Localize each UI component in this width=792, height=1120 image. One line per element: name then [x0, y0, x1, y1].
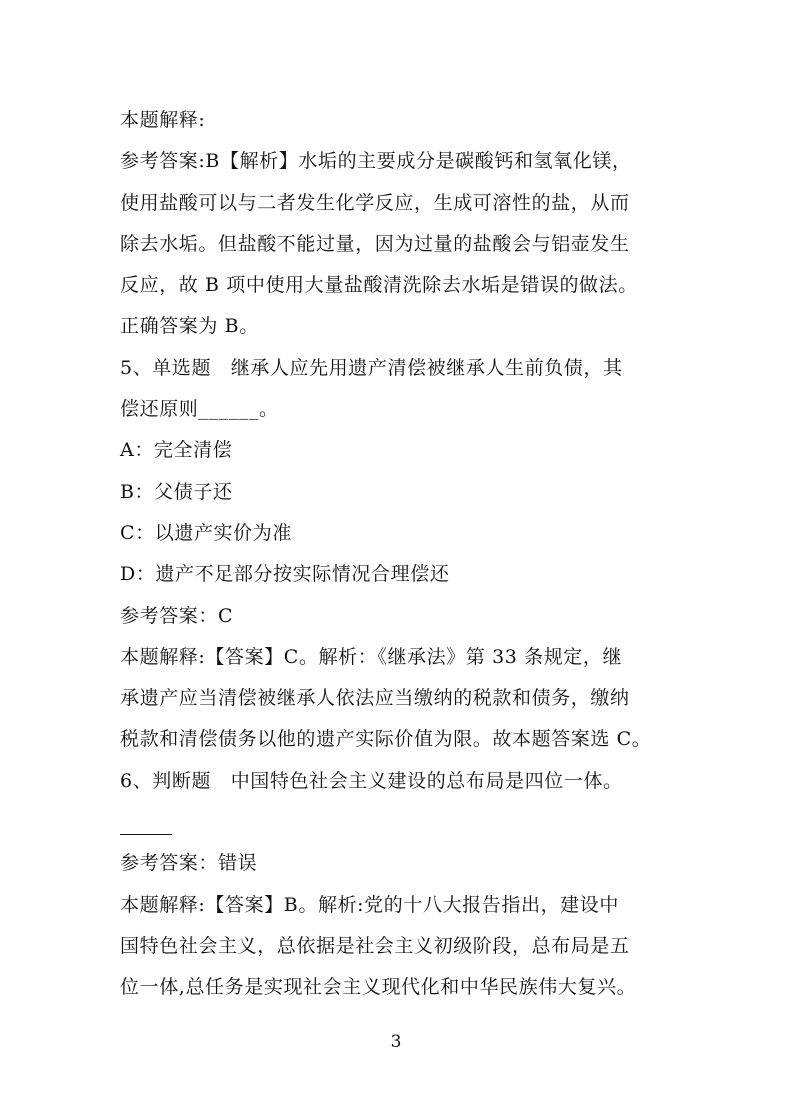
option-b: B：父债子还: [120, 480, 233, 503]
answer-blank-underline: [120, 834, 172, 835]
option-a: A：完全清偿: [120, 439, 233, 462]
explanation-line: 位一体,总任务是实现社会主义现代化和中华民族伟大复兴。: [120, 976, 637, 999]
explanation-line: 承遗产应当清偿被继承人依法应当缴纳的税款和债务，缴纳: [120, 687, 630, 710]
answer-text-line: 正确答案为 B。: [120, 315, 259, 338]
page-number: 3: [390, 1032, 402, 1052]
explanation-line: 本题解释:【答案】C。解析：《继承法》第 33 条规定，继: [120, 645, 623, 668]
question-5-stem: 偿还原则______。: [120, 398, 279, 421]
answer-text-line: 使用盐酸可以与二者发生化学反应，生成可溶性的盐，从而: [120, 191, 630, 214]
option-d: D：遗产不足部分按实际情况合理偿还: [120, 563, 450, 586]
option-c: C：以遗产实价为准: [120, 521, 292, 544]
explanation-line: 本题解释:【答案】B。解析:党的十八大报告指出，建设中: [120, 893, 619, 916]
explanation-label: 本题解释:: [120, 109, 206, 131]
page-content: [120, 100, 676, 1009]
question-6-stem: 6、判断题 中国特色社会主义建设的总布局是四位一体。: [120, 769, 623, 792]
reference-answer: 参考答案：C: [120, 604, 234, 627]
explanation-line: 税款和清偿债务以他的遗产实际价值为限。故本题答案选 C。: [120, 728, 652, 751]
answer-blank: [120, 802, 676, 843]
answer-text-line: 反应，故 B 项中使用大量盐酸清洗除去水垢是错误的做法。: [120, 274, 638, 297]
answer-text-line: 除去水垢。但盐酸不能过量，因为过量的盐酸会与铝壶发生: [120, 232, 630, 255]
reference-answer: 参考答案：错误: [120, 852, 258, 875]
answer-text-line: 参考答案:B【解析】水垢的主要成分是碳酸钙和氢氧化镁，: [120, 150, 632, 173]
question-5-stem: 5、单选题 继承人应先用遗产清偿被继承人生前负债，其: [120, 356, 623, 379]
explanation-line: 国特色社会主义，总依据是社会主义初级阶段，总布局是五: [120, 934, 630, 957]
